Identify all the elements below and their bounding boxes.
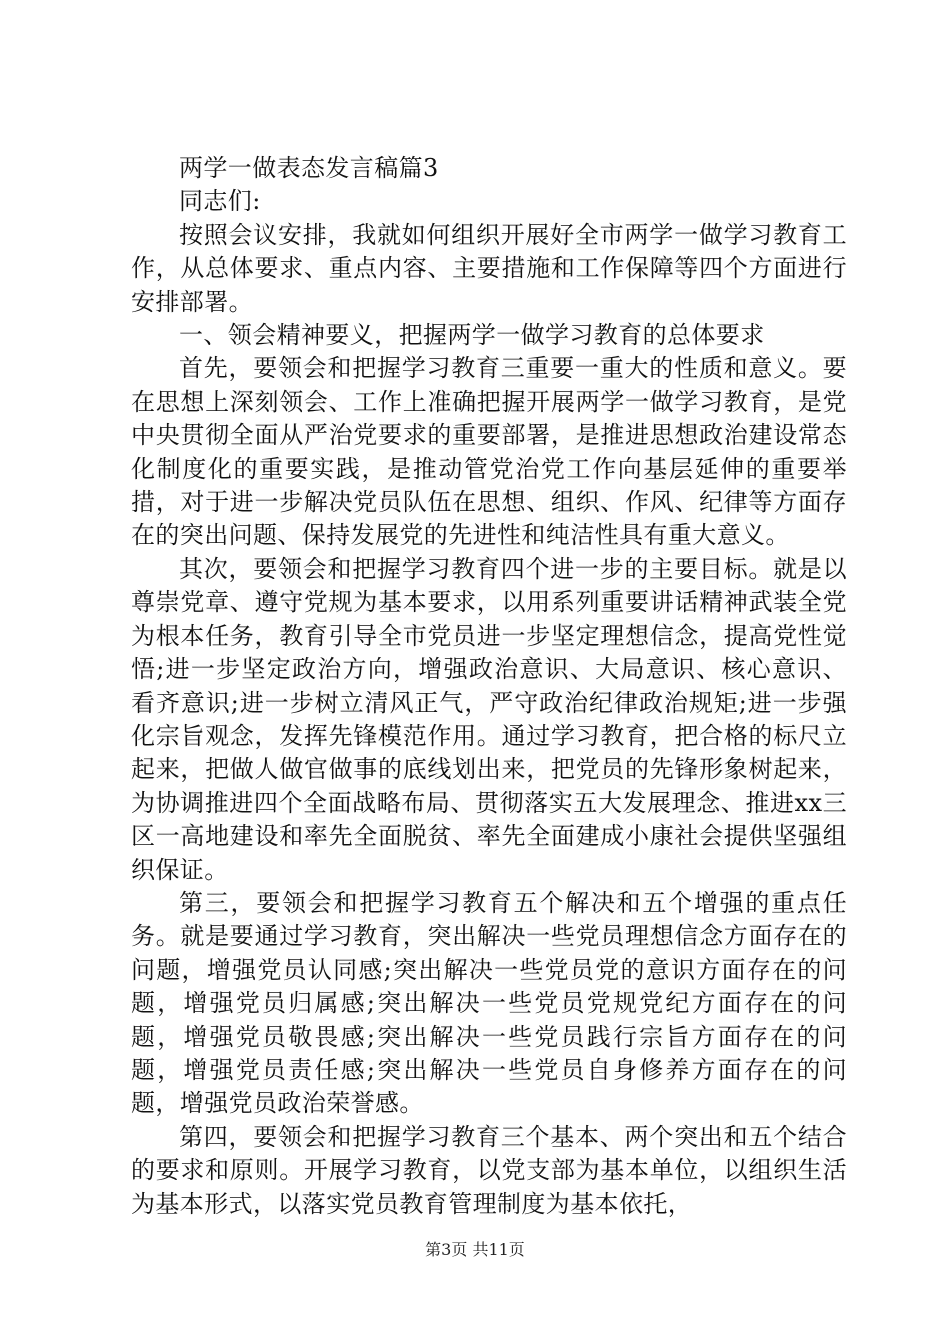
document-title: 两学一做表态发言稿篇3 xyxy=(179,154,439,182)
page-number: 第3页 共11页 xyxy=(425,1240,525,1259)
document-body xyxy=(131,152,847,1221)
page-footer xyxy=(0,1240,950,1260)
paragraph-intro: 按照会议安排，我就如何组织开展好全市两学一做学习教育工作，从总体要求、重点内容、主要措施和工作保障等四个方面进行安排部署。 xyxy=(131,220,847,316)
section-heading-1: 一、领会精神要义，把握两学一做学习教育的总体要求 xyxy=(179,321,765,350)
paragraph-first: 首先，要领会和把握学习教育三重要一重大的性质和意义。要在思想上深刻领会、工作上准确把握开展两学一做学习教育，是党中央贯彻全面从严治党要求的重要部署，是推进思想政治建设常态化制度化的重要实践，是推动管党治党工作向基层延伸的重要举措，对于进一步解决党员队伍在思想、组织、作风、纪律等方面存在的突出问题、保持发展党的先进性和纯洁性具有重大意义。 xyxy=(131,354,847,550)
paragraph-third: 第三，要领会和把握学习教育五个解决和五个增强的重点任务。就是要通过学习教育，突出解决一些党员理想信念方面存在的问题，增强党员认同感;突出解决一些党员党的意识方面存在的问题，增强党员归属感;突出解决一些党员党规党纪方面存在的问题，增强党员敬畏感;突出解决一些党员践行宗旨方面存在的问题，增强党员责任感;突出解决一些党员自身修养方面存在的问题，增强党员政治荣誉感。 xyxy=(131,888,847,1118)
paragraph-second: 其次，要领会和把握学习教育四个进一步的主要目标。就是以尊崇党章、遵守党规为基本要求，以用系列重要讲话精神武装全党为根本任务，教育引导全市党员进一步坚定理想信念，提高党性觉悟;进一步坚定政治方向，增强政治意识、大局意识、核心意识、看齐意识;进一步树立清风正气，严守政治纪律政治规矩;进一步强化宗旨观念，发挥先锋模范作用。通过学习教育，把合格的标尺立起来，把做人做官做事的底线划出来，把党员的先锋形象树起来，为协调推进四个全面战略布局、贯彻落实五大发展理念、推进xx三区一高地建设和率先全面脱贫、率先全面建成小康社会提供坚强组织保证。 xyxy=(131,554,847,884)
paragraph-fourth: 第四，要领会和把握学习教育三个基本、两个突出和五个结合的要求和原则。开展学习教育，以党支部为基本单位，以组织生活为基本形式，以落实党员教育管理制度为基本依托， xyxy=(131,1122,847,1218)
salutation: 同志们: xyxy=(179,187,261,216)
